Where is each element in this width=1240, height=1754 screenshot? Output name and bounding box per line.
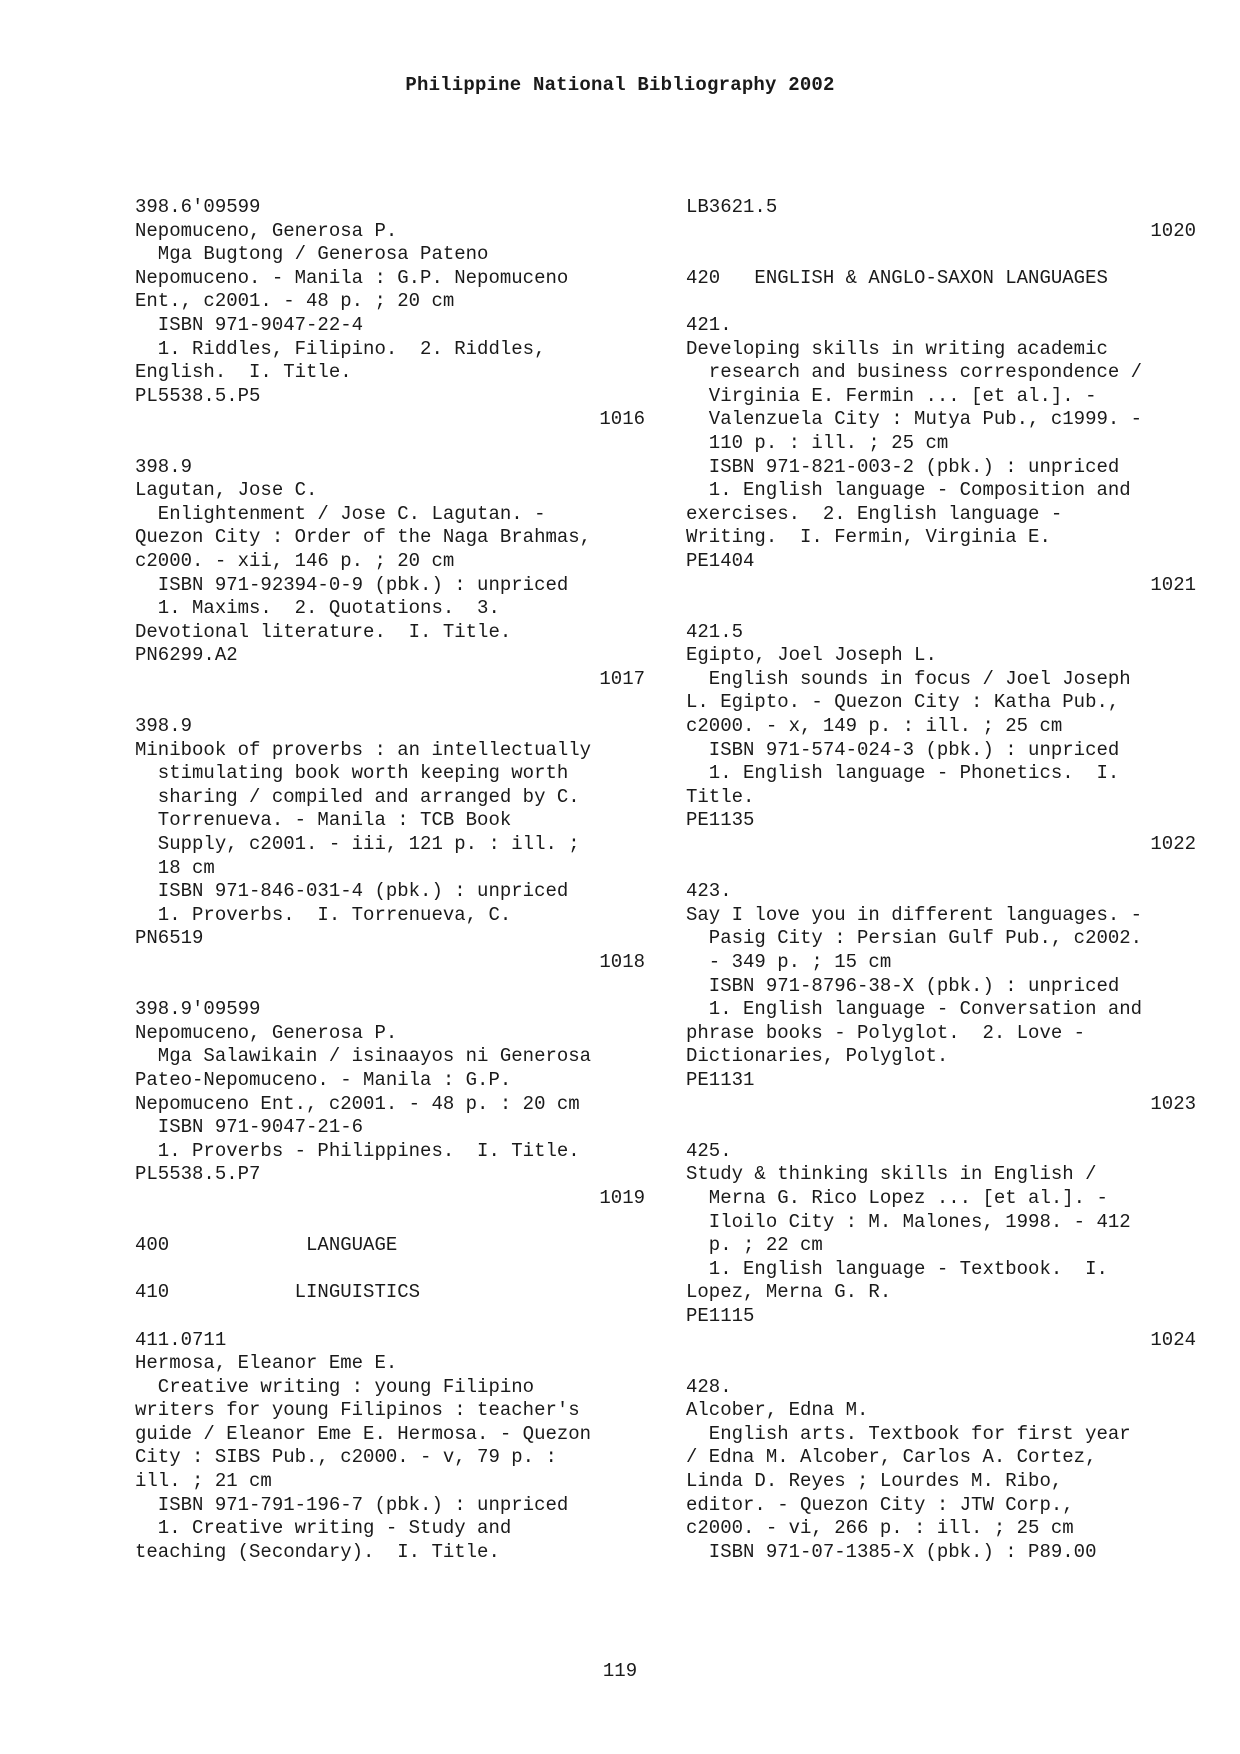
- text-line: Nepomuceno, Generosa P.: [135, 1021, 398, 1044]
- text-line: writers for young Filipinos : teacher's: [135, 1399, 580, 1422]
- page-title: Philippine National Bibliography 2002: [405, 74, 835, 96]
- text-line: Iloilo City : M. Malones, 1998. - 412: [686, 1210, 1131, 1233]
- text-line: c2000. - vi, 266 p. : ill. ; 25 cm: [686, 1517, 1074, 1540]
- blank-line: [135, 1258, 645, 1282]
- text-line: editor. - Quezon City : JTW Corp.,: [686, 1493, 1074, 1516]
- blank-line: [686, 1352, 1196, 1376]
- text-line: 1. Maxims. 2. Quotations. 3.: [135, 597, 500, 620]
- text-line: Developing skills in writing academic: [686, 337, 1108, 360]
- text-line: 421.5: [686, 620, 744, 643]
- text-line: c2000. - xii, 146 p. ; 20 cm: [135, 549, 455, 572]
- text-line: 18 cm: [135, 856, 215, 879]
- text-line: 398.6'09599: [135, 196, 261, 218]
- text-line: - 349 p. ; 15 cm: [686, 951, 892, 973]
- text-line: English arts. Textbook for first year: [686, 1422, 1131, 1445]
- text-line: 1. English language - Phonetics. I.: [686, 762, 1120, 785]
- text-line: Egipto, Joel Joseph L.: [686, 644, 937, 667]
- text-line: exercises. 2. English language -: [686, 502, 1063, 525]
- text-line: 423.: [686, 880, 732, 903]
- text-line: Torrenueva. - Manila : TCB Book: [135, 809, 512, 832]
- blank-line: [686, 243, 1196, 267]
- entry-number: 1023: [1150, 1092, 1196, 1115]
- entry-number: 1022: [1150, 833, 1196, 856]
- entry-number: 1021: [1150, 573, 1196, 596]
- text-line: Linda D. Reyes ; Lourdes M. Ribo,: [686, 1470, 1063, 1493]
- blank-line: [135, 432, 645, 456]
- text-line: Say I love you in different languages. -: [686, 903, 1143, 926]
- text-line: Creative writing : young Filipino: [135, 1375, 535, 1398]
- blank-line: [686, 1116, 1196, 1140]
- text-line: 1. Proverbs - Philippines. I. Title.: [135, 1139, 580, 1162]
- text-line: sharing / compiled and arranged by C.: [135, 785, 580, 808]
- text-line: Mga Salawikain / isinaayos ni Generosa: [135, 1045, 592, 1068]
- page-number: 119: [602, 1660, 638, 1682]
- text-line: Hermosa, Eleanor Eme E.: [135, 1352, 398, 1375]
- left-column: [135, 196, 645, 1564]
- text-line: research and business correspondence /: [686, 361, 1143, 384]
- text-line: Nepomuceno, Generosa P.: [135, 219, 398, 242]
- text-line: Title.: [686, 785, 755, 808]
- text-line: Lagutan, Jose C.: [135, 479, 318, 502]
- text-line: City : SIBS Pub., c2000. - v, 79 p. :: [135, 1446, 557, 1469]
- blank-line: [135, 691, 645, 715]
- entry-number: 1016: [599, 408, 645, 431]
- text-line: 398.9: [135, 455, 193, 478]
- text-line: 425.: [686, 1139, 732, 1162]
- text-line: PL5538.5.P7: [135, 1163, 261, 1186]
- text-line: Pasig City : Persian Gulf Pub., c2002.: [686, 927, 1143, 950]
- blank-line: [135, 1305, 645, 1329]
- text-line: teaching (Secondary). I. Title.: [135, 1540, 500, 1563]
- text-line: guide / Eleanor Eme E. Hermosa. - Quezon: [135, 1422, 592, 1445]
- text-line: Study & thinking skills in English /: [686, 1163, 1097, 1186]
- text-line: PN6299.A2: [135, 644, 238, 667]
- text-line: p. ; 22 cm: [686, 1234, 823, 1257]
- text-line: Nepomuceno Ent., c2001. - 48 p. : 20 cm: [135, 1092, 580, 1115]
- text-line: Writing. I. Fermin, Virginia E.: [686, 526, 1051, 549]
- text-line: PE1135: [686, 809, 755, 832]
- text-line: 398.9'09599: [135, 998, 261, 1021]
- text-line: PE1131: [686, 1068, 755, 1091]
- entry-number: 1018: [599, 951, 645, 973]
- text-line: PN6519: [135, 927, 204, 950]
- text-line: 400 LANGUAGE: [135, 1234, 398, 1257]
- text-line: Alcober, Edna M.: [686, 1399, 869, 1422]
- text-line: ISBN 971-574-024-3 (pbk.) : unpriced: [686, 738, 1120, 761]
- text-line: Dictionaries, Polyglot.: [686, 1045, 949, 1068]
- text-line: ISBN 971-9047-22-4: [135, 313, 364, 336]
- text-line: English sounds in focus / Joel Joseph: [686, 667, 1131, 690]
- text-line: Merna G. Rico Lopez ... [et al.]. -: [686, 1186, 1108, 1209]
- text-line: 1. English language - Conversation and: [686, 998, 1143, 1021]
- text-line: 1. Riddles, Filipino. 2. Riddles,: [135, 337, 546, 360]
- entry-number: 1020: [1150, 219, 1196, 242]
- text-line: c2000. - x, 149 p. : ill. ; 25 cm: [686, 715, 1063, 738]
- text-line: PL5538.5.P5: [135, 384, 261, 407]
- text-line: 1. English language - Composition and: [686, 479, 1131, 502]
- text-line: Quezon City : Order of the Naga Brahmas,: [135, 526, 592, 549]
- blank-line: [135, 1211, 645, 1235]
- text-line: 1. Proverbs. I. Torrenueva, C.: [135, 903, 512, 926]
- text-line: Lopez, Merna G. R.: [686, 1281, 892, 1304]
- text-line: ISBN 971-9047-21-6: [135, 1116, 364, 1139]
- text-line: ISBN 971-92394-0-9 (pbk.) : unpriced: [135, 573, 569, 596]
- entry-number: 1024: [1150, 1328, 1196, 1351]
- text-line: ISBN 971-821-003-2 (pbk.) : unpriced: [686, 455, 1120, 478]
- text-line: ISBN 971-791-196-7 (pbk.) : unpriced: [135, 1493, 569, 1516]
- text-line: stimulating book worth keeping worth: [135, 762, 569, 785]
- text-line: 411.0711: [135, 1328, 227, 1351]
- text-line: Devotional literature. I. Title.: [135, 620, 512, 643]
- text-line: 1. Creative writing - Study and: [135, 1517, 512, 1540]
- text-line: Virginia E. Fermin ... [et al.]. -: [686, 384, 1097, 407]
- right-column: [686, 196, 1196, 1564]
- text-line: 410 LINGUISTICS: [135, 1281, 421, 1304]
- text-line: PE1404: [686, 549, 755, 572]
- text-line: ISBN 971-846-031-4 (pbk.) : unpriced: [135, 880, 569, 903]
- text-line: Pateo-Nepomuceno. - Manila : G.P.: [135, 1068, 512, 1091]
- text-line: 420 ENGLISH & ANGLO-SAXON LANGUAGES: [686, 266, 1108, 289]
- text-line: Supply, c2001. - iii, 121 p. : ill. ;: [135, 833, 580, 856]
- text-line: 110 p. : ill. ; 25 cm: [686, 431, 949, 454]
- text-line: LB3621.5: [686, 196, 778, 218]
- text-line: / Edna M. Alcober, Carlos A. Cortez,: [686, 1446, 1097, 1469]
- blank-line: [686, 290, 1196, 314]
- text-line: Minibook of proverbs : an intellectually: [135, 738, 592, 761]
- text-line: Mga Bugtong / Generosa Pateno: [135, 243, 489, 266]
- blank-line: [686, 597, 1196, 621]
- text-line: phrase books - Polyglot. 2. Love -: [686, 1021, 1086, 1044]
- text-line: 428.: [686, 1375, 732, 1398]
- text-line: Nepomuceno. - Manila : G.P. Nepomuceno: [135, 266, 569, 289]
- text-line: ill. ; 21 cm: [135, 1470, 272, 1493]
- text-line: ISBN 971-07-1385-X (pbk.) : P89.00: [686, 1540, 1097, 1563]
- entry-number: 1019: [599, 1186, 645, 1209]
- text-line: 421.: [686, 313, 732, 336]
- text-line: PE1115: [686, 1304, 755, 1327]
- text-line: 398.9: [135, 715, 193, 738]
- text-line: L. Egipto. - Quezon City : Katha Pub.,: [686, 691, 1120, 714]
- text-line: 1. English language - Textbook. I.: [686, 1257, 1108, 1280]
- text-line: Enlightenment / Jose C. Lagutan. -: [135, 502, 546, 525]
- text-line: ISBN 971-8796-38-X (pbk.) : unpriced: [686, 974, 1120, 997]
- text-line: English. I. Title.: [135, 361, 352, 384]
- blank-line: [686, 857, 1196, 881]
- blank-line: [135, 975, 645, 999]
- entry-number: 1017: [599, 667, 645, 690]
- text-line: Ent., c2001. - 48 p. ; 20 cm: [135, 290, 455, 313]
- text-line: Valenzuela City : Mutya Pub., c1999. -: [686, 408, 1143, 431]
